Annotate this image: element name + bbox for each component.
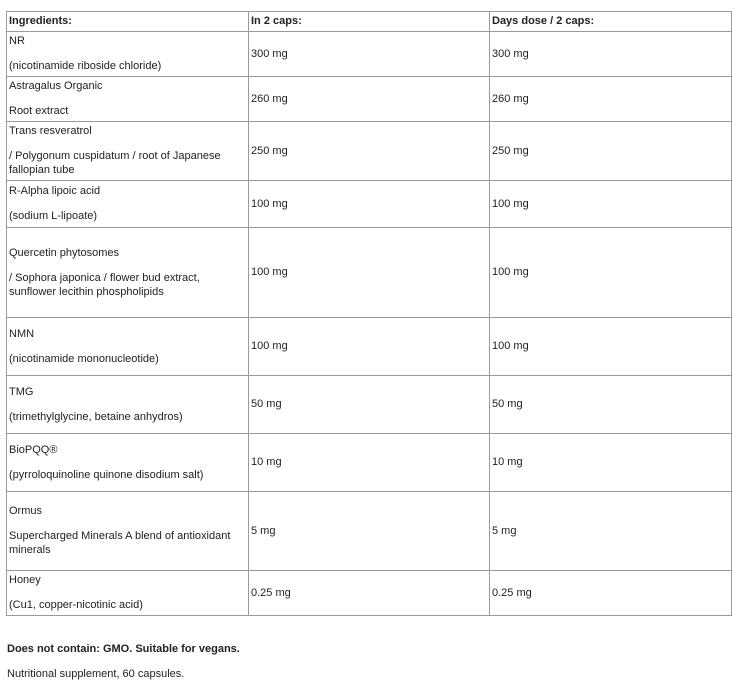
table-row: [7, 77, 732, 122]
amount-days-dose: 10 mg: [490, 434, 732, 492]
ingredient-description: (pyrroloquinoline quinone disodium salt): [9, 468, 204, 481]
ingredient-cell: [7, 122, 249, 181]
ingredient-cell: [7, 492, 249, 571]
amount-days-dose: 100 mg: [490, 181, 732, 228]
ingredient-name: Trans resveratrol: [9, 125, 92, 137]
table-header-row: [7, 12, 732, 32]
ingredient-description: Supercharged Minerals A blend of antioxidant minerals: [9, 530, 231, 556]
ingredient-cell: [7, 434, 249, 492]
table-row: [7, 122, 732, 181]
amount-days-dose: 250 mg: [490, 122, 732, 181]
amount-in-2-caps: 0.25 mg: [249, 571, 490, 616]
amount-in-2-caps: 5 mg: [249, 492, 490, 571]
ingredient-description: (sodium L-lipoate): [9, 210, 98, 222]
table-row: [7, 434, 732, 492]
table-row: [7, 32, 732, 77]
ingredient-description: Root extract: [9, 105, 69, 117]
ingredient-description: / Polygonum cuspidatum / root of Japanese fallopian tube: [9, 150, 221, 176]
table-row: [7, 318, 732, 376]
amount-days-dose: 260 mg: [490, 77, 732, 122]
amount-in-2-caps: 10 mg: [249, 434, 490, 492]
ingredient-name: Astragalus Organic: [9, 80, 103, 92]
amount-days-dose: 5 mg: [490, 492, 732, 571]
ingredient-name: NR: [9, 35, 25, 47]
table-row: [7, 181, 732, 228]
ingredient-cell: [7, 77, 249, 122]
table-row: [7, 492, 732, 571]
amount-in-2-caps: 300 mg: [249, 32, 490, 77]
ingredient-cell: [7, 376, 249, 434]
table-row: [7, 571, 732, 616]
amount-days-dose: 100 mg: [490, 228, 732, 318]
header-days-dose: Days dose / 2 caps:: [490, 12, 732, 32]
amount-days-dose: 50 mg: [490, 376, 732, 434]
amount-in-2-caps: 100 mg: [249, 181, 490, 228]
table-row: [7, 228, 732, 318]
amount-days-dose: 300 mg: [490, 32, 732, 77]
ingredient-description: (nicotinamide riboside chloride): [9, 60, 162, 72]
ingredient-description: (trimethylglycine, betaine anhydros): [9, 410, 183, 423]
amount-in-2-caps: 260 mg: [249, 77, 490, 122]
amount-days-dose: 100 mg: [490, 318, 732, 376]
ingredients-table: [6, 11, 732, 616]
ingredient-cell: [7, 228, 249, 318]
ingredient-description: / Sophora japonica / flower bud extract, sunflower lecithin phospholipids: [9, 271, 200, 298]
ingredient-description: (nicotinamide mononucleotide): [9, 352, 159, 365]
ingredient-name: Honey: [9, 574, 41, 586]
ingredient-name: R-Alpha lipoic acid: [9, 185, 101, 197]
ingredient-cell: [7, 318, 249, 376]
ingredient-name: NMN: [9, 327, 35, 340]
ingredient-name: BioPQQ®: [9, 443, 58, 456]
ingredient-name: Ormus: [9, 505, 42, 517]
product-description: Nutritional supplement, 60 capsules.: [7, 668, 185, 680]
ingredient-name: Quercetin phytosomes: [9, 246, 120, 259]
gmo-vegan-note: Does not contain: GMO. Suitable for vegans.: [7, 643, 240, 655]
ingredient-cell: [7, 571, 249, 616]
amount-in-2-caps: 250 mg: [249, 122, 490, 181]
amount-in-2-caps: 100 mg: [249, 228, 490, 318]
ingredient-cell: [7, 181, 249, 228]
amount-in-2-caps: 50 mg: [249, 376, 490, 434]
header-ingredients: Ingredients:: [7, 12, 249, 32]
ingredient-cell: [7, 32, 249, 77]
amount-days-dose: 0.25 mg: [490, 571, 732, 616]
ingredient-description: (Cu1, copper-nicotinic acid): [9, 599, 143, 611]
table-row: [7, 376, 732, 434]
ingredient-name: TMG: [9, 385, 34, 398]
header-in-2-caps: In 2 caps:: [249, 12, 490, 32]
amount-in-2-caps: 100 mg: [249, 318, 490, 376]
